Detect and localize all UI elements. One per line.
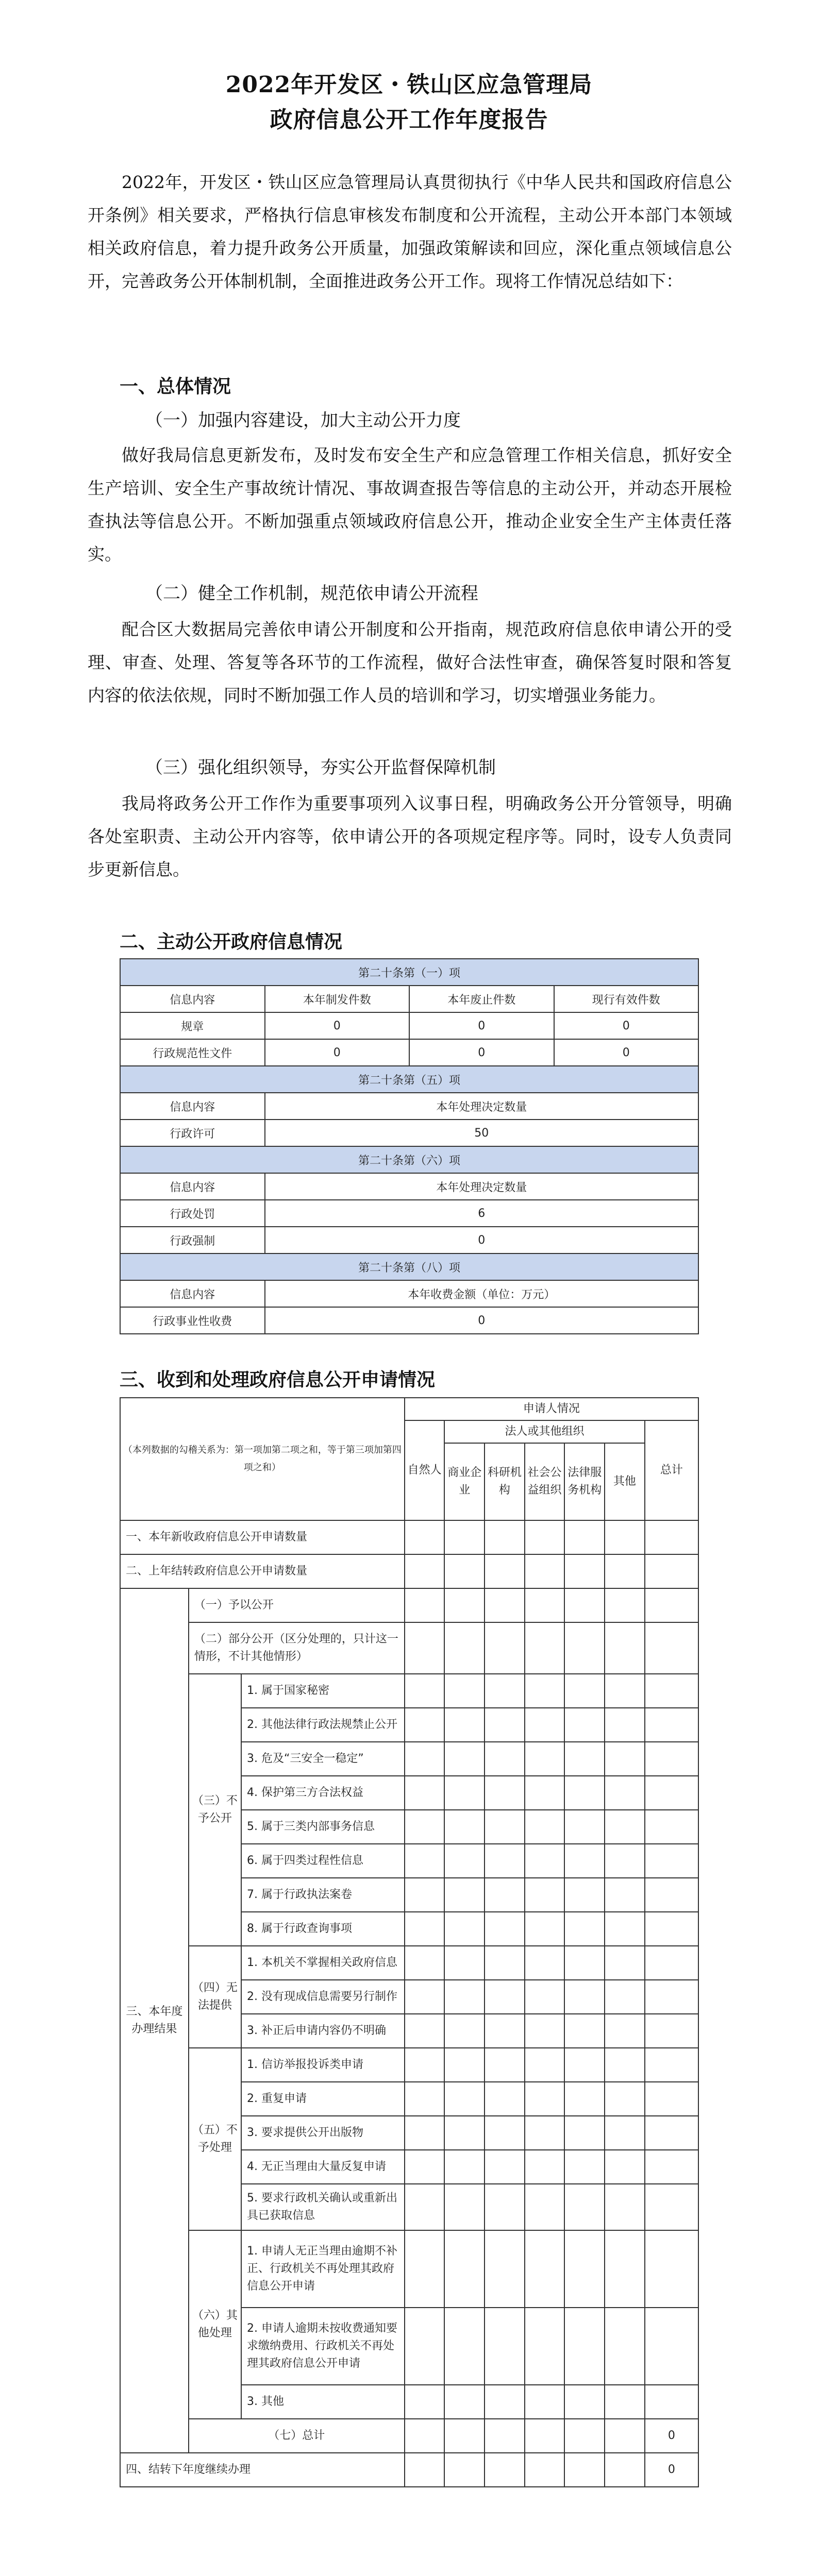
section-1-heading: 一、总体情况 <box>120 376 231 397</box>
legal-entity-header: 法人或其他组织 <box>444 1420 644 1443</box>
row-label: 1. 本机关不掌握相关政府信息 <box>241 1946 405 1980</box>
col-header: 本年收费金额（单位：万元） <box>265 1280 699 1307</box>
table-cell: 0 <box>554 1012 699 1039</box>
row-label: 1. 属于国家秘密 <box>241 1674 405 1708</box>
col-header: 本年处理决定数量 <box>265 1173 699 1200</box>
row-label: （七）总计 <box>189 2419 405 2453</box>
table-cell: 0 <box>265 1227 699 1253</box>
row-label: 8. 属于行政查询事项 <box>241 1912 405 1946</box>
application-handling-table <box>120 1397 699 2487</box>
row-label: 四、结转下年度继续办理 <box>120 2453 405 2487</box>
table-cell: 0 <box>409 1012 554 1039</box>
section-1-3-heading: （三）强化组织领导，夯实公开监督保障机制 <box>145 757 496 778</box>
row-label: 2. 重复申请 <box>241 2082 405 2116</box>
row-label: 4. 无正当理由大量反复申请 <box>241 2150 405 2184</box>
report-title-line1: 2022年开发区・铁山区应急管理局 <box>225 72 593 98</box>
table-cell: 0 <box>265 1039 410 1066</box>
row-label-results: 三、本年度办理结果 <box>120 1588 189 2453</box>
row-label: （一）予以公开 <box>189 1588 405 1622</box>
col-header: 自然人 <box>405 1420 445 1520</box>
section-3-heading: 三、收到和处理政府信息公开申请情况 <box>120 1369 436 1391</box>
col-header: 本年制发件数 <box>265 986 410 1012</box>
section-1-2-text: 配合区大数据局完善依申请公开制度和公开指南，规范政府信息依申请公开的受理、审查、处理、答复等各环节的工作流程，做好合法性审查，确保答复时限和答复内容的依法依规，同时不断加强工作人员的培训和学习，切实增强业务能力。 <box>88 619 732 705</box>
row-label: 一、本年新收政府信息公开申请数量 <box>120 1520 405 1554</box>
table-cell: 0 <box>554 1039 699 1066</box>
row-label: 5. 属于三类内部事务信息 <box>241 1810 405 1844</box>
col-header: 现行有效件数 <box>554 986 699 1012</box>
row-label: 二、上年结转政府信息公开申请数量 <box>120 1554 405 1588</box>
row-label: 3. 要求提供公开出版物 <box>241 2116 405 2150</box>
row-label: 7. 属于行政执法案卷 <box>241 1878 405 1912</box>
group-label: （四）无法提供 <box>189 1946 241 2048</box>
group-label: （六）其他处理 <box>189 2230 241 2419</box>
col-header: 信息内容 <box>120 986 265 1012</box>
table-cell: 规章 <box>120 1012 265 1039</box>
total-cell: 0 <box>645 2419 698 2453</box>
table-cell: 0 <box>265 1307 699 1334</box>
col-header: 法律服务机构 <box>564 1443 605 1520</box>
table-cell: 行政事业性收费 <box>120 1307 265 1334</box>
col-header: 社会公益组织 <box>525 1443 565 1520</box>
row-label: 5. 要求行政机关确认或重新出具已获取信息 <box>241 2184 405 2230</box>
col-header: 科研机构 <box>485 1443 525 1520</box>
total-cell: 0 <box>645 2453 698 2487</box>
section-1-2-heading: （二）健全工作机制，规范依申请公开流程 <box>145 583 478 604</box>
section-1-1-heading: （一）加强内容建设，加大主动公开力度 <box>145 410 461 431</box>
row-label: （二）部分公开（区分处理的，只计这一情形，不计其他情形） <box>189 1622 405 1674</box>
row-label: 3. 危及“三安全一稳定” <box>241 1742 405 1776</box>
section-title-5: 第二十条第（五）项 <box>120 1066 698 1093</box>
row-label: 1. 申请人无正当理由逾期不补正、行政机关不再处理其政府信息公开申请 <box>241 2230 405 2308</box>
table-cell: 行政规范性文件 <box>120 1039 265 1066</box>
applicant-header: 申请人情况 <box>405 1398 698 1420</box>
section-title-8: 第二十条第（八）项 <box>120 1253 698 1280</box>
row-label: 3. 其他 <box>241 2385 405 2419</box>
row-label: 3. 补正后申请内容仍不明确 <box>241 2014 405 2048</box>
col-header: 商业企业 <box>444 1443 485 1520</box>
row-label: 2. 申请人逾期未按收费通知要求缴纳费用、行政机关不再处理其政府信息公开申请 <box>241 2308 405 2385</box>
section-title-6: 第二十条第（六）项 <box>120 1146 698 1173</box>
section-1-3-text: 我局将政务公开工作作为重要事项列入议事日程，明确政务公开分管领导，明确各处室职责、主动公开内容等，依申请公开的各项规定程序等。同时，设专人负责同步更新信息。 <box>88 793 732 879</box>
row-label: 6. 属于四类过程性信息 <box>241 1844 405 1878</box>
col-header: 信息内容 <box>120 1280 265 1307</box>
col-header: 本年处理决定数量 <box>265 1093 699 1120</box>
section-title-1: 第二十条第（一）项 <box>120 959 698 986</box>
group-label: （三）不予公开 <box>189 1674 241 1946</box>
table-cell: 行政强制 <box>120 1227 265 1253</box>
active-disclosure-table <box>120 958 699 1334</box>
col-header: 总计 <box>645 1420 698 1520</box>
table-cell: 50 <box>265 1120 699 1146</box>
col-header: 信息内容 <box>120 1093 265 1120</box>
col-header: 其他 <box>605 1443 645 1520</box>
section-1-1-text: 做好我局信息更新发布，及时发布安全生产和应急管理工作相关信息，抓好安全生产培训、安全生产事故统计情况、事故调查报告等信息的主动公开，并动态开展检查执法等信息公开。不断加强重点领域政府信息公开，推动企业安全生产主体责任落实。 <box>88 445 732 564</box>
table-cell: 0 <box>409 1039 554 1066</box>
col-header: 信息内容 <box>120 1173 265 1200</box>
row-label: 2. 其他法律行政法规禁止公开 <box>241 1708 405 1742</box>
group-label: （五）不予处理 <box>189 2048 241 2230</box>
intro-paragraph: 2022年，开发区・铁山区应急管理局认真贯彻执行《中华人民共和国政府信息公开条例》相关要求，严格执行信息审核发布制度和公开流程，主动公开本部门本领域相关政府信息，着力提升政务公开质量，加强政策解读和回应，深化重点领域信息公开，完善政务公开体制机制，全面推进政务公开工作。现将工作情况总结如下： <box>88 172 732 291</box>
table-cell: 行政处罚 <box>120 1200 265 1227</box>
row-label: 4. 保护第三方合法权益 <box>241 1776 405 1810</box>
row-label: 2. 没有现成信息需要另行制作 <box>241 1980 405 2014</box>
row-label: 1. 信访举报投诉类申请 <box>241 2048 405 2082</box>
table-corner-note: （本列数据的勾稽关系为：第一项加第二项之和，等于第三项加第四项之和） <box>120 1398 405 1520</box>
table-cell: 6 <box>265 1200 699 1227</box>
col-header: 本年废止件数 <box>409 986 554 1012</box>
table-cell: 行政许可 <box>120 1120 265 1146</box>
table-cell: 0 <box>265 1012 410 1039</box>
report-title-line2: 政府信息公开工作年度报告 <box>270 107 548 133</box>
section-2-heading: 二、主动公开政府信息情况 <box>120 931 343 953</box>
